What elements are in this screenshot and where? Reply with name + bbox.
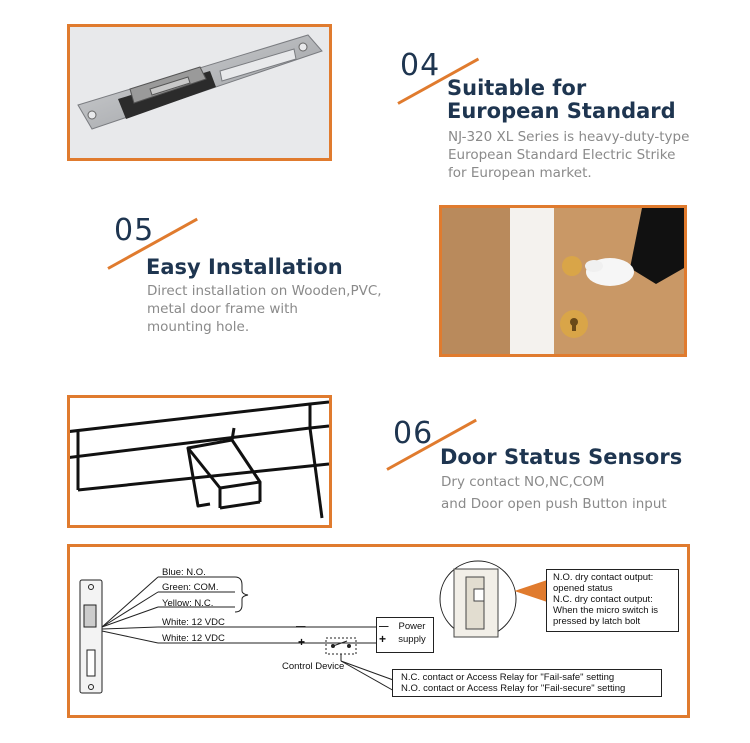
wire-label-white-1: White: 12 VDC: [162, 617, 225, 628]
sensor-box-line4: When the micro switch is: [553, 605, 659, 616]
fail-secure-setting: N.O. contact or Access Relay for "Fail-secure" setting: [401, 683, 626, 694]
sensor-box-line3: N.C. dry contact output:: [553, 594, 653, 605]
wire-label-yellow: Yellow: N.C.: [162, 598, 214, 609]
section-desc-06-line1: Dry contact NO,NC,COM: [441, 474, 605, 490]
latch-line-drawing: [70, 398, 329, 525]
section-number-04: 04: [400, 48, 441, 83]
section-desc-04-line2: European Standard Electric Strike: [448, 147, 676, 163]
fail-safe-setting: N.C. contact or Access Relay for "Fail-safe" setting: [401, 672, 615, 683]
power-supply-box: [376, 617, 434, 653]
section-title-05: Easy Installation: [146, 255, 343, 279]
ps-minus: —: [379, 621, 389, 632]
electric-strike-image: [70, 27, 329, 158]
door-photo: [439, 205, 687, 357]
section-desc-04-line1: NJ-320 XL Series is heavy-duty-type: [448, 129, 690, 145]
power-supply-label-1: Power: [398, 621, 426, 632]
ps-plus: +: [379, 632, 387, 646]
section-desc-05-line3: mounting hole.: [147, 319, 250, 335]
sensor-box-line1: N.O. dry contact output:: [553, 572, 654, 583]
section-desc-04-line3: for European market.: [448, 165, 592, 181]
section-desc-05-line2: metal door frame with: [147, 301, 298, 317]
minus-symbol: —: [296, 621, 306, 632]
control-device-label: Control Device: [282, 661, 345, 672]
section-title-04-line1: Suitable for: [447, 76, 587, 100]
section-number-06: 06: [393, 416, 434, 451]
wire-label-blue: Blue: N.O.: [162, 567, 206, 578]
wiring-diagram: [67, 544, 690, 718]
door-installation-image: [442, 208, 684, 354]
section-desc-05-line1: Direct installation on Wooden,PVC,: [147, 283, 382, 299]
sensor-box-line5: pressed by latch bolt: [553, 616, 641, 627]
section-title-06: Door Status Sensors: [440, 445, 683, 469]
section-desc-06-line2: and Door open push Button input: [441, 496, 667, 512]
plus-symbol: +: [298, 635, 306, 649]
section-number-05: 05: [114, 213, 155, 248]
latch-drawing: [67, 395, 332, 528]
sensor-output-box: [546, 569, 679, 632]
power-supply-label-2: supply: [398, 634, 426, 645]
wire-label-green: Green: COM.: [162, 582, 219, 593]
sensor-box-line2: opened status: [553, 583, 613, 594]
wire-label-white-2: White: 12 VDC: [162, 633, 225, 644]
settings-box: [392, 669, 662, 697]
section-title-04-line2: European Standard: [447, 99, 676, 123]
strike-photo: [67, 24, 332, 161]
